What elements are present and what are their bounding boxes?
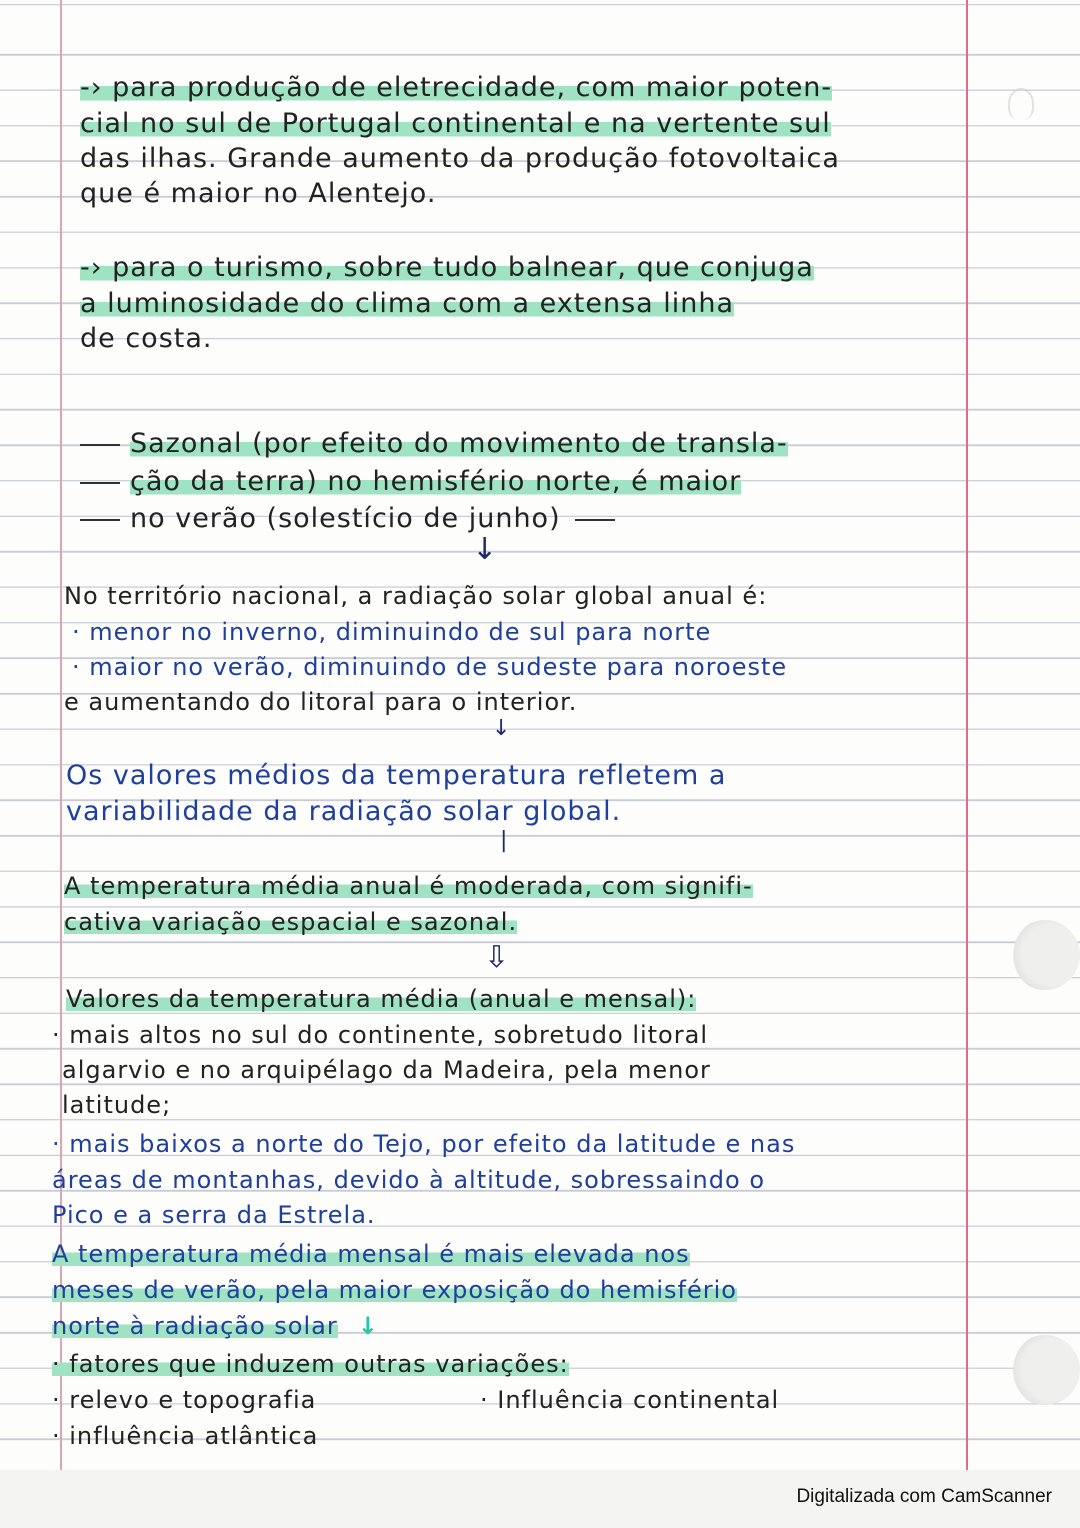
note-text: A temperatura média anual é moderada, com signifi-: [64, 872, 753, 900]
note-text: no verão (solestício de junho): [130, 503, 561, 534]
note-text: -› para o turismo, sobre tudo balnear, que conjuga: [80, 252, 814, 283]
note-text: cativa variação espacial e sazonal.: [64, 908, 518, 936]
dash-mark: [80, 519, 120, 521]
note-line: [64, 872, 753, 900]
note-text: cial no sul de Portugal continental e na vertente sul: [80, 108, 831, 139]
dash-mark: [80, 444, 120, 446]
note-text: A temperatura média mensal é mais elevada nos: [52, 1240, 690, 1268]
note-line: algarvio e no arquipélago da Madeira, pela menor: [62, 1056, 711, 1084]
note-line: [52, 1350, 569, 1378]
dash-mark: [80, 482, 120, 484]
note-text: -› para produção de eletrecidade, com maior poten-: [80, 72, 833, 103]
note-line: variabilidade da radiação solar global.: [66, 796, 622, 827]
note-line: [80, 108, 831, 139]
note-line: · mais baixos a norte do Tejo, por efeito da latitude e nas: [52, 1130, 796, 1158]
note-line: · relevo e topografia: [52, 1386, 317, 1414]
note-line: latitude;: [62, 1091, 172, 1119]
note-line: Pico e a serra da Estrela.: [52, 1201, 376, 1229]
note-line: [80, 428, 788, 459]
binder-hole: [1010, 920, 1080, 990]
note-text: a luminosidade do clima com a extensa linha: [80, 288, 735, 319]
note-line: · menor no inverno, diminuindo de sul para norte: [72, 618, 712, 646]
note-line: [80, 288, 734, 319]
note-line: e aumentando do litoral para o interior.: [64, 688, 578, 716]
note-line: · mais altos no sul do continente, sobretudo litoral: [52, 1021, 708, 1049]
connector-mark-icon: |: [500, 828, 508, 853]
down-arrow-icon: ⇩: [484, 940, 510, 975]
down-mark-icon: ↓: [492, 716, 511, 741]
note-line: [80, 503, 625, 534]
note-text: meses de verão, pela maior exposição do hemisfério: [52, 1276, 737, 1304]
note-line: [80, 72, 832, 103]
note-line: · Influência continental: [480, 1386, 780, 1414]
note-line: No território nacional, a radiação solar global anual é:: [64, 582, 768, 610]
note-line: · maior no verão, diminuindo de sudeste para noroeste: [72, 653, 788, 681]
note-line: [66, 985, 696, 1013]
note-line: de costa.: [80, 323, 213, 354]
note-line: áreas de montanhas, devido à altitude, sobressaindo o: [52, 1166, 765, 1194]
note-line: Os valores médios da temperatura refletem a: [66, 760, 727, 791]
down-arrow-icon: ↓: [472, 532, 498, 567]
note-line: [80, 466, 741, 497]
note-text: norte à radiação solar: [52, 1312, 338, 1340]
dash-mark: [575, 519, 615, 521]
note-text: ção da terra) no hemisfério norte, é maior: [130, 466, 742, 497]
note-line: [80, 252, 814, 283]
binder-hole: [1010, 1335, 1080, 1405]
note-line: [52, 1312, 379, 1340]
note-line: [52, 1240, 690, 1268]
note-line: · influência atlântica: [52, 1422, 319, 1450]
down-arrow-icon: ↓: [357, 1312, 379, 1340]
note-line: [64, 908, 517, 936]
right-margin-line: [966, 0, 968, 1470]
note-line: [52, 1276, 737, 1304]
note-text: Valores da temperatura média (anual e mensal):: [66, 985, 697, 1013]
page-corner-mark: [1008, 88, 1034, 120]
note-line: que é maior no Alentejo.: [80, 178, 437, 209]
note-text: Sazonal (por efeito do movimento de transla-: [130, 428, 788, 459]
note-text: · fatores que induzem outras variações:: [52, 1350, 569, 1378]
scanner-watermark: Digitalizada com CamScanner: [796, 1486, 1052, 1507]
note-line: das ilhas. Grande aumento da produção fotovoltaica: [80, 143, 840, 174]
